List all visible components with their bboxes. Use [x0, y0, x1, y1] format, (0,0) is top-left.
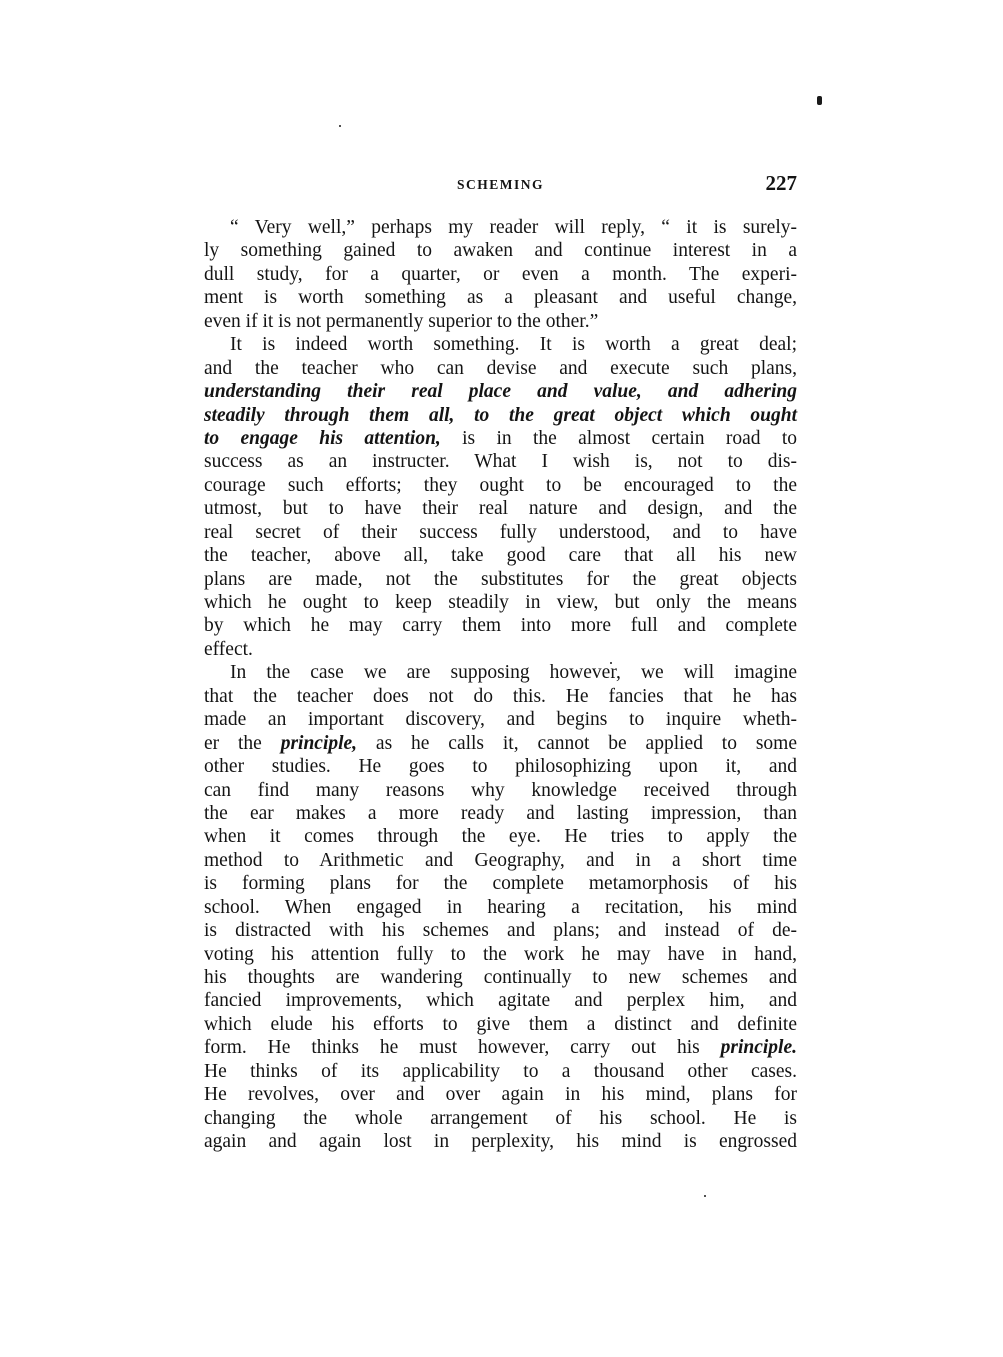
- running-head: SCHEMING: [456, 177, 544, 192]
- text-run: school. When engaged in hearing a recitation, his mind: [204, 896, 797, 918]
- text-run: his thoughts are wandering continually to new schemes and: [204, 967, 797, 988]
- text-line: [204, 825, 797, 848]
- text-run: that the teacher does not do this. He fancies that he has: [204, 685, 797, 707]
- text-run: which elude his efforts to give them a distinct and definite: [204, 1013, 797, 1035]
- text-line: [204, 919, 797, 942]
- text-line: [204, 614, 797, 637]
- text-line: [204, 638, 797, 661]
- text-run: again and again lost in perplexity, his mind is engrossed: [204, 1131, 797, 1153]
- text-run: is in the almost certain road to: [440, 427, 797, 449]
- text-run: form. He thinks he must however, carry out his: [204, 1037, 721, 1059]
- text-line: [204, 404, 797, 427]
- text-line: [204, 802, 797, 825]
- text-line: [204, 779, 797, 802]
- text-run: er the: [204, 732, 281, 754]
- text-run: “ Very well,” perhaps my reader will reply, “ it is surely-: [230, 217, 797, 238]
- paragraph: [204, 216, 797, 333]
- text-line: [204, 1083, 797, 1106]
- text-run: is forming plans for the complete metamorphosis of his: [204, 873, 797, 895]
- italic-phrase: understanding their real place and value, and adhering: [204, 381, 797, 403]
- italic-phrase: principle,: [280, 732, 358, 754]
- text-run: when it comes through the eye. He tries to apply the: [204, 826, 797, 848]
- text-line: [204, 1013, 797, 1036]
- text-run: fancied improvements, which agitate and perplex him, and: [204, 990, 797, 1012]
- text-run: He revolves, over and over again in his mind, plans for: [204, 1084, 797, 1106]
- text-line: [204, 989, 797, 1012]
- text-line: [204, 521, 797, 544]
- text-run: utmost, but to have their real nature and design, and the: [204, 498, 797, 520]
- text-run: In the case we are supposing however, we will imagine: [230, 662, 797, 684]
- text-run: effect.: [204, 638, 253, 660]
- italic-phrase: steadily through them all, to the great object which ought: [204, 404, 797, 426]
- text-line: [204, 544, 797, 567]
- text-run: even if it is not permanently superior to the other.”: [204, 310, 599, 332]
- text-run: the ear makes a more ready and lasting impression, than: [204, 802, 797, 824]
- paragraph: [204, 661, 797, 1153]
- text-run: courage such efforts; they ought to be encouraged to the: [204, 474, 797, 496]
- text-run: method to Arithmetic and Geography, and in a short time: [204, 849, 797, 871]
- text-run: voting his attention fully to the work he may have in hand,: [204, 943, 797, 965]
- text-run: which he ought to keep steadily in view, but only the means: [204, 592, 797, 613]
- text-line: [204, 263, 797, 286]
- text-line: [204, 357, 797, 380]
- text-run: and the teacher who can devise and execute such plans,: [204, 357, 797, 379]
- text-run: ly something gained to awaken and continue interest in a: [204, 240, 797, 262]
- text-line: [204, 450, 797, 473]
- text-line: [204, 708, 797, 731]
- text-run: real secret of their success fully understood, and to have: [204, 521, 797, 543]
- scan-speck: [704, 1195, 706, 1197]
- text-line: [204, 380, 797, 403]
- text-line: [204, 310, 797, 333]
- text-line: [204, 333, 797, 356]
- text-line: [204, 685, 797, 708]
- text-run: as he calls it, cannot be applied to some: [357, 732, 797, 754]
- text-run: It is indeed worth something. It is worth a great deal;: [230, 334, 797, 356]
- text-line: [204, 216, 797, 239]
- text-line: [204, 239, 797, 262]
- text-line: [204, 1060, 797, 1083]
- paragraph: [204, 333, 797, 661]
- text-line: [204, 755, 797, 778]
- text-run: made an important discovery, and begins to inquire wheth-: [204, 709, 797, 731]
- text-run: dull study, for a quarter, or even a month. The experi-: [204, 263, 797, 285]
- text-line: [204, 966, 797, 989]
- text-run: ment is worth something as a pleasant and useful change,: [204, 287, 797, 309]
- text-line: [204, 1130, 797, 1153]
- text-line: [204, 849, 797, 872]
- text-line: [204, 1036, 797, 1059]
- text-run: success as an instructer. What I wish is, not to dis-: [204, 451, 797, 473]
- text-line: [204, 427, 797, 450]
- page-header: [204, 171, 797, 201]
- text-line: [204, 568, 797, 591]
- text-line: [204, 474, 797, 497]
- text-line: [204, 943, 797, 966]
- text-line: [204, 732, 797, 755]
- text-line: [204, 896, 797, 919]
- text-run: the teacher, above all, take good care that all his new: [204, 545, 797, 567]
- italic-phrase: principle.: [720, 1037, 797, 1059]
- text-run: He thinks of its applicability to a thousand other cases.: [204, 1060, 797, 1082]
- scan-speck: [339, 125, 341, 127]
- text-line: [204, 591, 797, 614]
- text-run: plans are made, not the substitutes for the great objects: [204, 568, 797, 590]
- text-line: [204, 661, 797, 684]
- text-run: by which he may carry them into more full and complete: [204, 615, 797, 637]
- scan-speck: [817, 96, 822, 105]
- text-run: other studies. He goes to philosophizing upon it, and: [204, 756, 797, 778]
- text-run: is distracted with his schemes and plans; and instead of de-: [204, 920, 797, 942]
- text-line: [204, 872, 797, 895]
- text-line: [204, 1107, 797, 1130]
- text-run: can find many reasons why knowledge received through: [204, 779, 797, 801]
- text-line: [204, 286, 797, 309]
- body-text: [204, 216, 797, 1154]
- italic-phrase: to engage his attention,: [204, 427, 441, 449]
- text-line: [204, 497, 797, 520]
- text-run: changing the whole arrangement of his school. He is: [204, 1107, 797, 1129]
- page-number: 227: [765, 171, 797, 195]
